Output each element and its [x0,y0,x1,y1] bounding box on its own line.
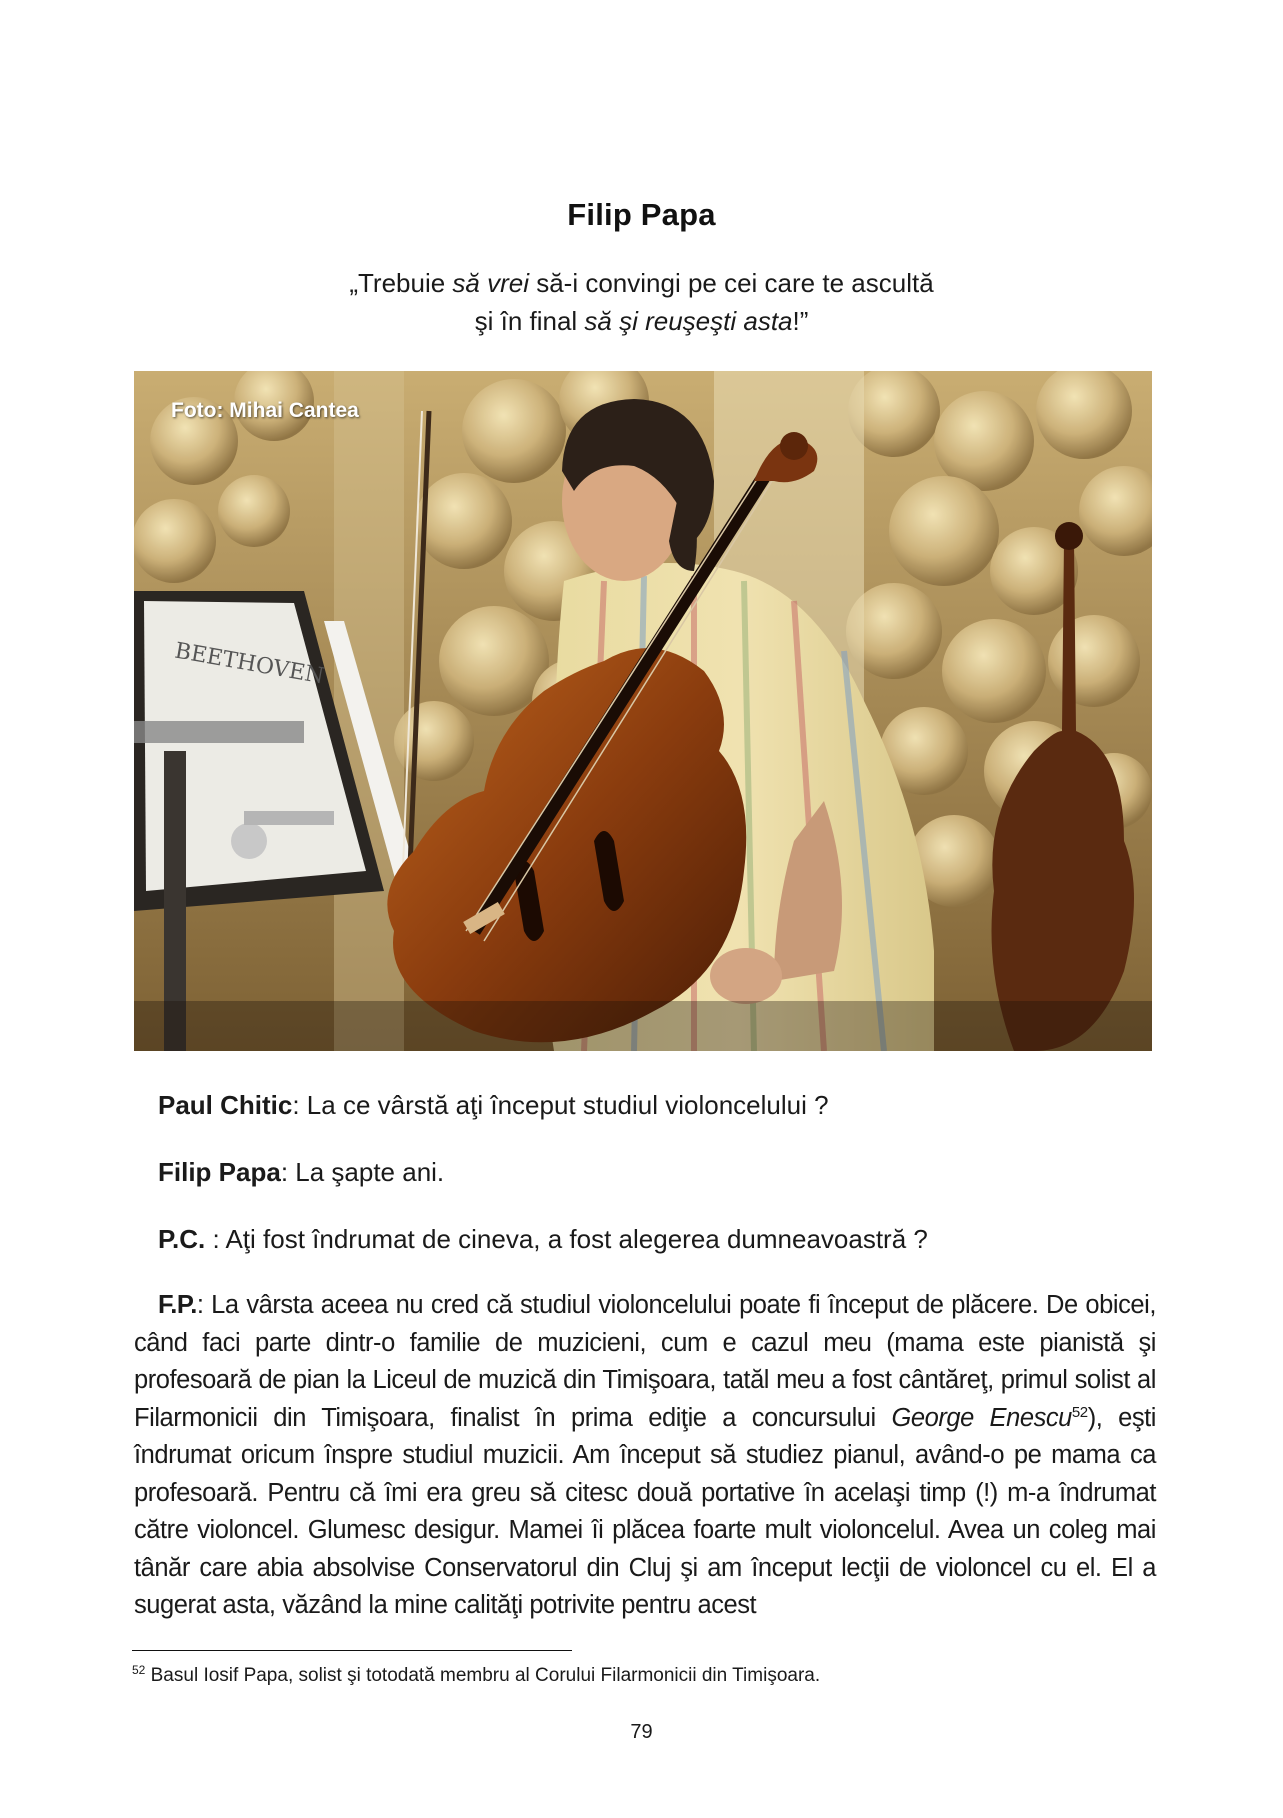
footnote: $^{52}$ Basul Iosif Papa, solist şi totodată membru al Corului Filarmonicii din Timişoara. [132,1663,821,1686]
epigraph [0,264,1283,340]
epigraph-line-1: „Trebuie să vrei să-i convingi pe cei care te ascultă [349,268,934,298]
photo-credit: Foto: Mihai Cantea [171,399,359,422]
cellist-photo [134,371,1152,1051]
answer-2: F.P.: La vârsta aceea nu cred că studiul violoncelului poate fi început de plăcere. De obicei, când faci parte dintr-o familie de muzicieni, cum e cazul meu (mama este pianistă şi profesoară de pian la Liceul de muzică din Timişoara, tatăl meu a fost cântăreţ, primul solist al Filarmonicii din Timişoara, finalist în prima ediţie a concursului George Enescu$^{52}$), eşti îndrumat oricum înspre studiul muzicii. Am început să studiez pianul, având-o pe mama ca profesoară. Pentru că îmi era greu să citesc două portative în acelaşi timp (!) m-a îndrumat către violoncel. Glumesc desigur. Mamei îi plăcea foarte mult violoncelul. Avea un coleg mai tânăr care abia absolvise Conservatorul din Cluj şi am început lecţii de violoncel cu el. El a sugerat asta, văzând la mine calităţi potrivite pentru acest [134,1291,1156,1619]
question-2: P.C. : Aţi fost îndrumat de cineva, a fost alegerea dumneavoastră ? [158,1224,928,1254]
epigraph-line-2: şi în final să şi reuşeşti asta!” [474,306,809,336]
page-number: 79 [630,1721,653,1743]
footnote-reference[interactable]: 52 [1071,1403,1088,1421]
answer-1: Filip Papa: La şapte ani. [158,1157,445,1187]
page-title: Filip Papa [567,197,716,232]
question-1: Paul Chitic: La ce vârstă aţi început studiul violoncelului ? [158,1090,829,1120]
photo-illustration [134,371,1152,1051]
sheet-music-title: BEETHOVEN [172,638,326,690]
footnote-number: 52 [132,1663,146,1677]
footnote-separator [132,1650,572,1651]
